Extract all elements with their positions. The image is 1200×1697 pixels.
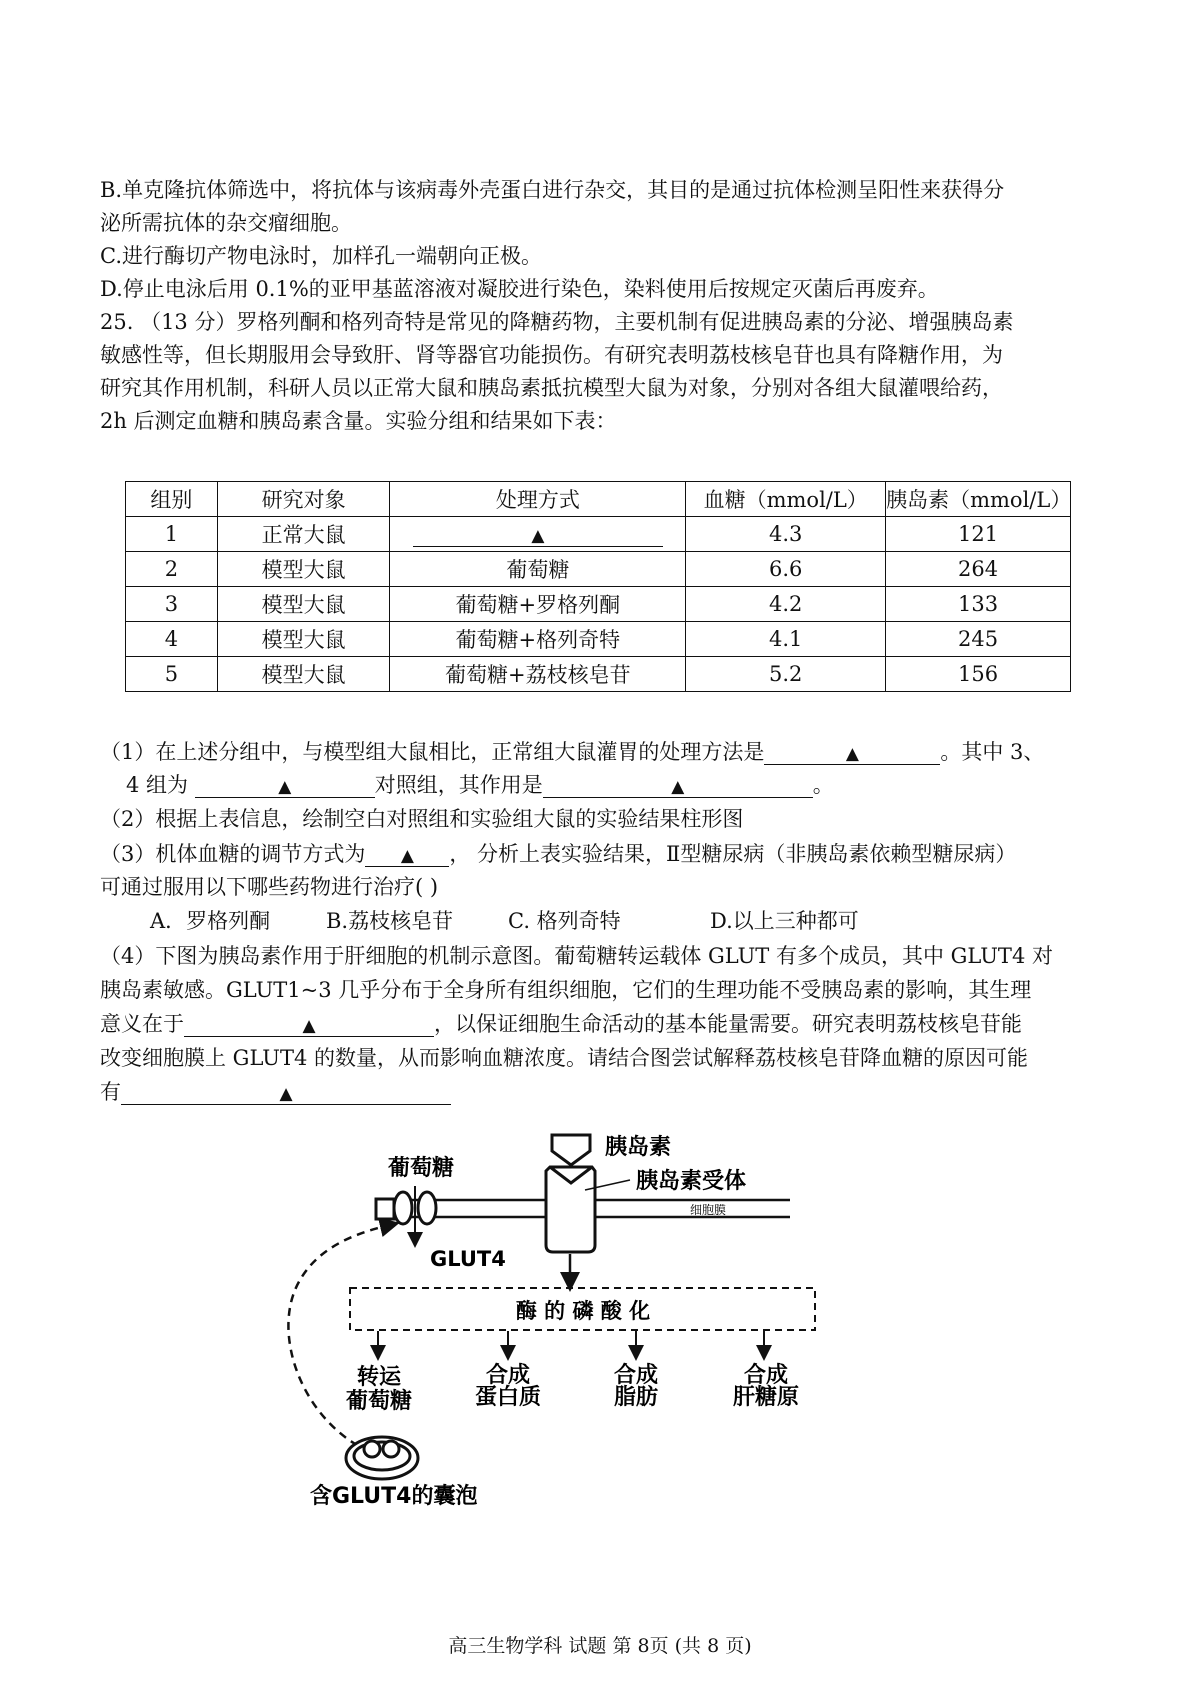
- option-c: C.进行酶切产物电泳时，加样孔一端朝向正极。: [100, 244, 542, 268]
- diagram-glut4-label: GLUT4: [430, 1247, 506, 1271]
- q4-line2: 胰岛素敏感。GLUT1~3 几乎分布于全身所有组织细胞，它们的生理功能不受胰岛素的影响，其生理: [100, 978, 1032, 1002]
- output-fat-1: 合成: [613, 1363, 659, 1388]
- answer-triangle: ▲: [671, 777, 685, 797]
- answer-triangle: ▲: [845, 744, 859, 764]
- insulin-receptor: [546, 1167, 595, 1252]
- table-header: 胰岛素（mmol/L）: [886, 482, 1071, 517]
- q25-intro-line1: 25. （13 分）罗格列酮和格列奇特是常见的降糖药物，主要机制有促进胰岛素的分泌、增强胰岛素: [100, 310, 1014, 334]
- table-cell: 葡萄糖+荔枝核皂苷: [390, 657, 686, 692]
- diagram-vesicle-label: 含GLUT4的囊泡: [310, 1484, 478, 1509]
- table-cell: 5: [126, 657, 218, 692]
- table-header: 血糖（mmol/L）: [686, 482, 886, 517]
- output-arrows: [378, 1331, 764, 1353]
- diagram-insulin-label: 胰岛素: [605, 1135, 672, 1160]
- q25-intro-line3: 研究其作用机制，科研人员以正常大鼠和胰岛素抵抗模型大鼠为对象，分别对各组大鼠灌喂给药，: [100, 376, 1003, 400]
- table-cell: 5.2: [686, 657, 886, 692]
- q1-text-end: 。其中 3、: [940, 740, 1045, 764]
- q1-text: 对照组，其作用是: [374, 773, 543, 797]
- table-cell: 3: [126, 587, 218, 622]
- table-cell: 6.6: [686, 552, 886, 587]
- q4-text: 有: [100, 1080, 121, 1104]
- output-transport-glucose-2: 葡萄糖: [345, 1389, 413, 1414]
- table-cell: 133: [886, 587, 1071, 622]
- table-cell: 121: [886, 517, 1071, 552]
- q1-text: 4 组为: [126, 773, 189, 797]
- table-cell: 156: [886, 657, 1071, 692]
- table-cell: 4: [126, 622, 218, 657]
- answer-triangle: ▲: [278, 777, 292, 797]
- table-cell: 264: [886, 552, 1071, 587]
- vesicle-recycling-curve: [288, 1225, 390, 1452]
- glut4-transporter: [376, 1192, 436, 1224]
- table-cell: 4.1: [686, 622, 886, 657]
- answer-triangle: ▲: [279, 1084, 293, 1104]
- q3-text: ， 分析上表实验结果，Ⅱ型糖尿病（非胰岛素依赖型糖尿病）: [449, 842, 1017, 866]
- answer-triangle: ▲: [302, 1016, 316, 1036]
- table-cell: 模型大鼠: [217, 587, 390, 622]
- table-header: 处理方式: [390, 482, 686, 517]
- output-glycogen-2: 肝糖原: [732, 1385, 800, 1410]
- q1-text-end: 。: [812, 773, 834, 797]
- q4-line1: （4）下图为胰岛素作用于肝细胞的机制示意图。葡萄糖转运载体 GLUT 有多个成员，其中 GLUT4 对: [100, 944, 1053, 968]
- q3-option-b[interactable]: B.荔枝核皂苷: [326, 909, 454, 933]
- answer-triangle: ▲: [400, 846, 414, 866]
- table-cell: 葡萄糖+格列奇特: [390, 622, 686, 657]
- table-cell: 模型大鼠: [217, 552, 390, 587]
- diagram-enzyme-label: 酶 的 磷 酸 化: [515, 1299, 651, 1323]
- table-cell: 4.2: [686, 587, 886, 622]
- q3-option-c[interactable]: C. 格列奇特: [508, 909, 621, 933]
- table-cell: 正常大鼠: [217, 517, 390, 552]
- option-b-line1: B.单克隆抗体筛选中，将抗体与该病毒外壳蛋白进行杂交，其目的是通过抗体检测呈阳性来获得分: [100, 178, 1005, 202]
- table-cell: 葡萄糖+罗格列酮: [390, 587, 686, 622]
- glut4-vesicle: [346, 1437, 418, 1479]
- q4-text: 意义在于: [100, 1012, 184, 1036]
- output-transport-glucose-1: 转运: [356, 1365, 402, 1390]
- option-b-line2: 泌所需抗体的杂交瘤细胞。: [100, 211, 352, 235]
- table-header: 研究对象: [217, 482, 390, 517]
- table-cell: 模型大鼠: [217, 622, 390, 657]
- diagram-receptor-label: 胰岛素受体: [636, 1169, 747, 1194]
- table-cell: 2: [126, 552, 218, 587]
- diagram-membrane-label: 细胞膜: [690, 1203, 727, 1217]
- table-cell: 245: [886, 622, 1071, 657]
- output-protein-1: 合成: [485, 1363, 531, 1388]
- q3-option-a[interactable]: A．罗格列酮: [150, 909, 271, 933]
- q2-line: （2）根据上表信息，绘制空白对照组和实验组大鼠的实验结果柱形图: [100, 807, 744, 831]
- diagram-glucose-label: 葡萄糖: [388, 1156, 455, 1181]
- q1-text: （1）在上述分组中，与模型组大鼠相比，正常组大鼠灌胃的处理方法是: [100, 740, 765, 764]
- table-cell: 葡萄糖: [390, 552, 686, 587]
- output-protein-2: 蛋白质: [474, 1385, 542, 1410]
- table-cell: 1: [126, 517, 218, 552]
- table-cell: 4.3: [686, 517, 886, 552]
- q3-text: （3）机体血糖的调节方式为: [100, 842, 366, 866]
- option-d: D.停止电泳后用 0.1%的亚甲基蓝溶液对凝胶进行染色，染料使用后按规定灭菌后再废弃。: [100, 277, 939, 301]
- table-cell: 模型大鼠: [217, 657, 390, 692]
- output-glycogen-1: 合成: [743, 1363, 789, 1388]
- q4-text: ，以保证细胞生命活动的基本能量需要。研究表明荔枝核皂苷能: [434, 1012, 1022, 1036]
- answer-triangle: ▲: [531, 525, 545, 546]
- output-fat-2: 脂肪: [613, 1385, 659, 1410]
- q4-line4: 改变细胞膜上 GLUT4 的数量，从而影响血糖浓度。请结合图尝试解释荔枝核皂苷降血糖的原因可能: [100, 1046, 1028, 1070]
- q25-intro-line4: 2h 后测定血糖和胰岛素含量。实验分组和结果如下表：: [100, 409, 617, 433]
- insulin-molecule: [552, 1135, 590, 1165]
- q25-intro-line2: 敏感性等，但长期服用会导致肝、肾等器官功能损伤。有研究表明荔枝核皂苷也具有降糖作用，为: [100, 343, 1003, 367]
- q3-line2: 可通过服用以下哪些药物进行治疗( ): [100, 875, 439, 899]
- table-header: 组别: [126, 482, 218, 517]
- q3-option-d[interactable]: D.以上三种都可: [710, 909, 859, 933]
- page-footer: 高三生物学科 试题 第 8页 (共 8 页): [448, 1635, 752, 1657]
